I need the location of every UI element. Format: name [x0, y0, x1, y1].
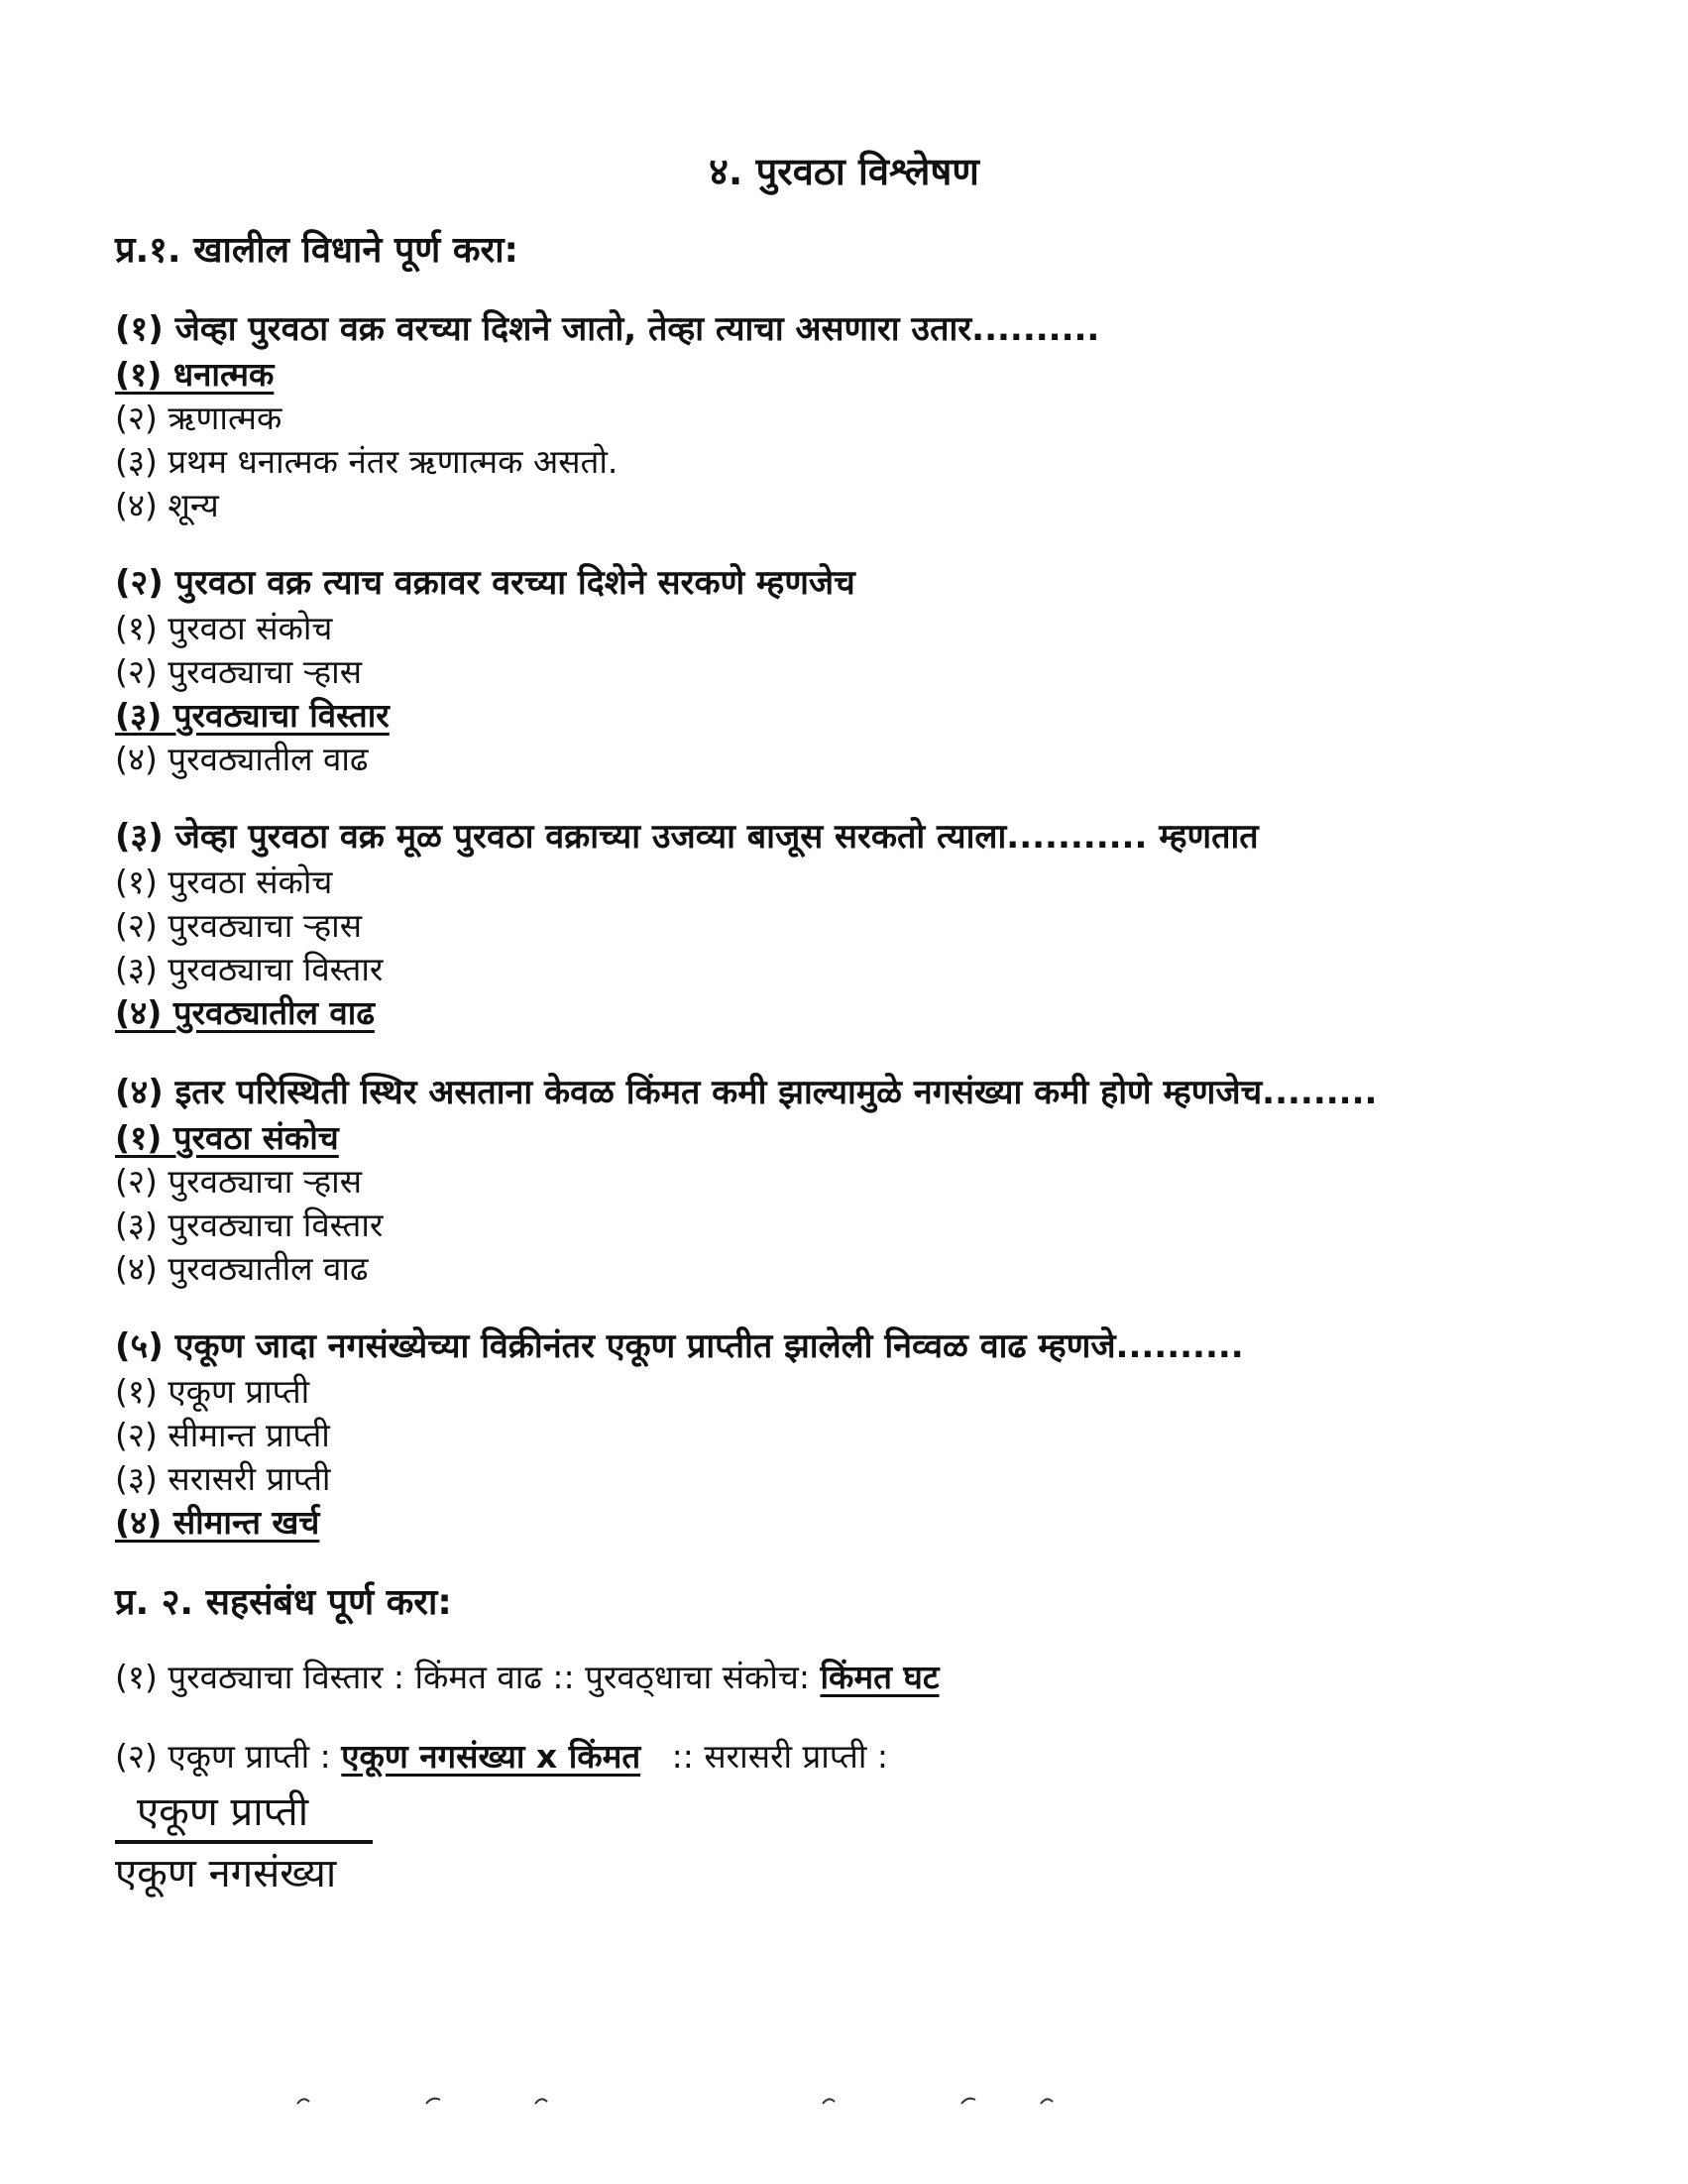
question-3-option-3: (३) पुरवठ्याचा विस्तार [115, 950, 384, 988]
question-1-option-2: (२) ऋणात्मक [115, 399, 282, 437]
question-5-option-2: (२) सीमान्त प्राप्ती [115, 1416, 330, 1454]
fraction-answer [115, 1784, 373, 1903]
question-4-option-4: (४) पुरवठ्यातील वाढ [115, 1249, 369, 1288]
question-3-text: (३) जेव्हा पुरवठा वक्र मूळ पुरवठा वक्राच्या उजव्या बाजूस सरकतो त्याला........... म्हणतात [115, 817, 1259, 857]
question-4-option-1: (१) पुरवठा संकोच [115, 1118, 339, 1157]
fraction-denominator: एकूण नगसंख्या [115, 1851, 337, 1897]
relation-1 [115, 1654, 940, 1698]
question-4 [115, 1069, 1582, 1291]
question-1-option-1: (१) धनात्मक [115, 355, 275, 394]
question-2-text: (२) पुरवठा वक्र त्याच वक्रावर वरच्या दिशेने सरकणे म्हणजेच [115, 563, 855, 603]
question-1-option-4: (४) शून्य [115, 486, 219, 524]
page-title: ४. पुरवठा विश्लेषण [709, 150, 979, 193]
fraction-numerator: एकूण प्राप्ती [115, 1784, 373, 1844]
relation-1-prefix: (१) पुरवठ्याचा विस्तार : किंमत वाढ :: पुरवठ्धाचा संकोच: [115, 1658, 821, 1696]
question-1-text: (१) जेव्हा पुरवठा वक्र वरच्या दिशने जातो, तेव्हा त्याचा असणारा उतार.......... [115, 309, 1100, 349]
question-2-option-4: (४) पुरवठ्यातील वाढ [115, 740, 369, 778]
relation-2-answer: एकूण नगसंख्या x किंमत [341, 1737, 641, 1776]
relation-1-answer: किंमत घट [820, 1658, 940, 1696]
question-2-option-3: (३) पुरवठ्याचा विस्तार [115, 696, 390, 735]
question-1-option-3: (३) प्रथम धनात्मक नंतर ऋणात्मक असतो. [115, 442, 619, 481]
relation-2 [115, 1733, 888, 1778]
question-3-option-2: (२) पुरवठ्याचा ऱ्हास [115, 906, 363, 945]
question-2-option-2: (२) पुरवठ्याचा ऱ्हास [115, 652, 363, 691]
question-5 [115, 1322, 1582, 1545]
question-3-option-1: (१) पुरवठा संकोच [115, 862, 333, 901]
question-2-option-1: (१) पुरवठा संकोच [115, 609, 333, 647]
question-4-option-2: (२) पुरवठ्याचा ऱ्हास [115, 1162, 363, 1201]
question-2 [115, 559, 1582, 781]
question-5-option-4: (४) सीमान्त खर्च [115, 1503, 320, 1542]
question-3 [115, 813, 1582, 1035]
cut-off-text-fragments [287, 2092, 1080, 2106]
section-1-heading: प्र.१. खालील विधाने पूर्ण करा: [115, 230, 518, 271]
question-5-option-3: (३) सरासरी प्राप्ती [115, 1459, 331, 1498]
question-4-text: (४) इतर परिस्थिती स्थिर असताना केवळ किंमत कमी झाल्यामुळे नगसंख्या कमी होणे म्हणजेच......... [115, 1073, 1378, 1112]
relation-2-prefix: (२) एकूण प्राप्ती : [115, 1737, 342, 1776]
question-1 [115, 305, 1582, 527]
question-3-option-4: (४) पुरवठ्यातील वाढ [115, 993, 375, 1032]
question-5-text: (५) एकूण जादा नगसंख्येच्या विक्रीनंतर एकूण प्राप्तीत झालेली निव्वळ वाढ म्हणजे.......... [115, 1326, 1244, 1366]
question-4-option-3: (३) पुरवठ्याचा विस्तार [115, 1206, 384, 1244]
question-5-option-1: (१) एकूण प्राप्ती [115, 1372, 310, 1411]
section-2-heading: प्र. २. सहसंबंध पूर्ण करा: [115, 1582, 452, 1623]
relation-2-suffix: :: सरासरी प्राप्ती : [640, 1737, 888, 1776]
